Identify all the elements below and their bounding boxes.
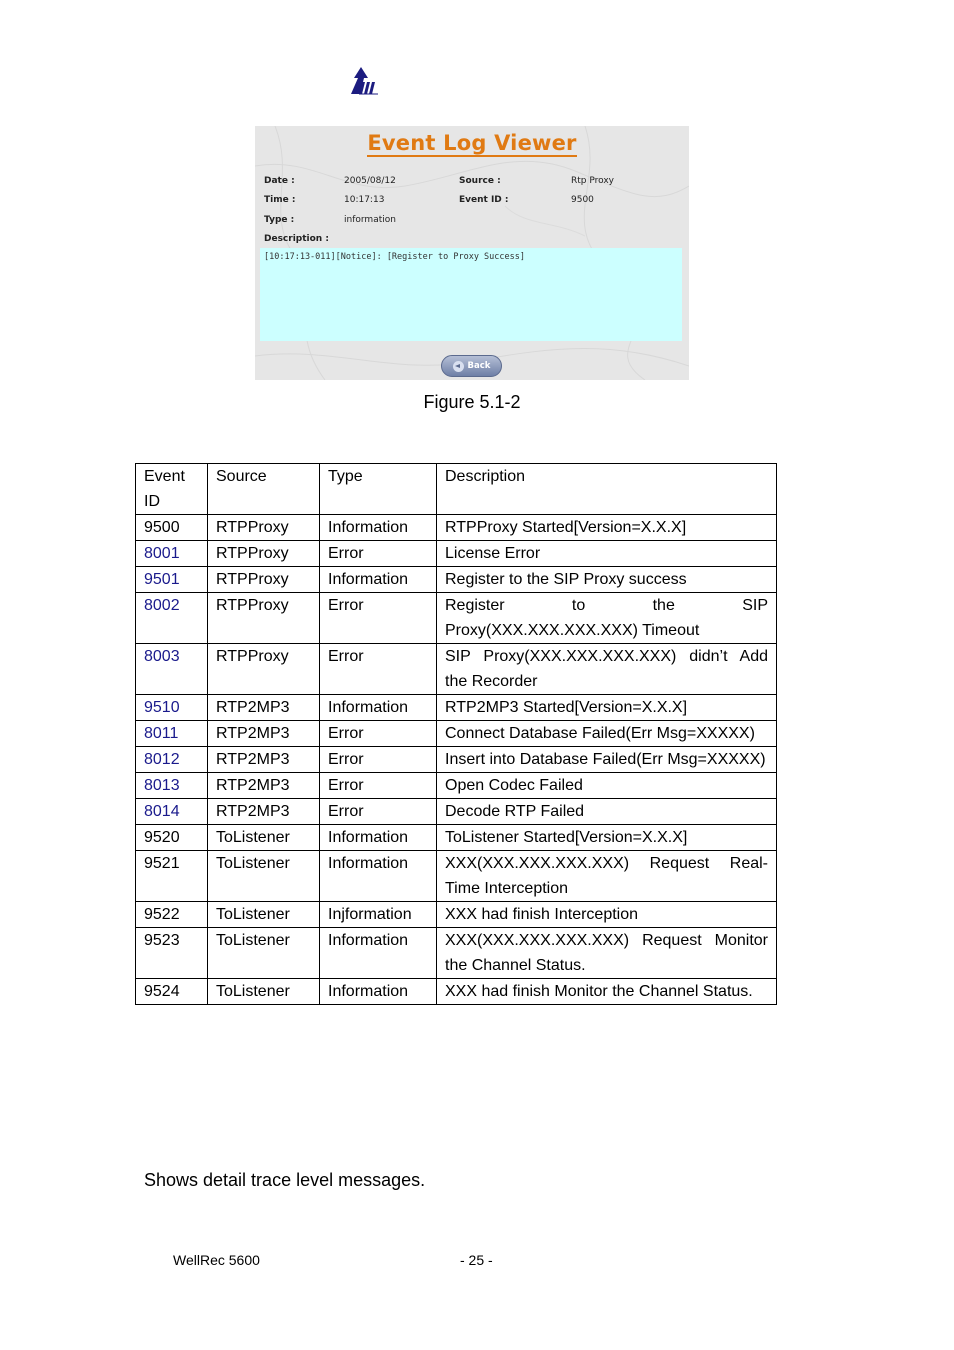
table-row — [136, 851, 777, 902]
source-value: Rtp Proxy — [571, 176, 615, 186]
trace-description: Shows detail trace level messages. — [144, 1170, 426, 1190]
header-event-id: Event ID — [136, 464, 208, 515]
type-cell: Information — [320, 567, 437, 593]
header-description: Description — [437, 464, 777, 515]
type-cell: Error — [320, 799, 437, 825]
company-logo-icon — [348, 66, 380, 96]
source-cell: RTPProxy — [208, 567, 320, 593]
source-cell: RTP2MP3 — [208, 747, 320, 773]
type-cell: Error — [320, 644, 437, 695]
description-label: Description : — [264, 234, 329, 244]
table-row — [136, 799, 777, 825]
description-cell: ToListener Started[Version=X.X.X] — [437, 825, 777, 851]
source-cell: ToListener — [208, 902, 320, 928]
table-row — [136, 773, 777, 799]
source-cell: RTPProxy — [208, 541, 320, 567]
type-cell: Information — [320, 851, 437, 902]
date-label: Date : — [264, 176, 295, 186]
event-id-cell[interactable]: 8002 — [136, 593, 208, 644]
source-cell: ToListener — [208, 825, 320, 851]
source-cell: RTPProxy — [208, 644, 320, 695]
description-cell: XXX(XXX.XXX.XXX.XXX) Request Real-Time Interception — [437, 851, 777, 902]
description-cell: Register to the SIP Proxy(XXX.XXX.XXX.XXX) Timeout — [437, 593, 777, 644]
type-cell: Information — [320, 928, 437, 979]
description-cell: XXX had finish Monitor the Channel Status. — [437, 979, 777, 1005]
type-label: Type : — [264, 215, 295, 225]
table-row — [136, 747, 777, 773]
type-cell: Error — [320, 773, 437, 799]
description-cell: RTP2MP3 Started[Version=X.X.X] — [437, 695, 777, 721]
event-id-cell[interactable]: 8003 — [136, 644, 208, 695]
source-cell: RTP2MP3 — [208, 695, 320, 721]
description-cell: XXX(XXX.XXX.XXX.XXX) Request Monitor the Channel Status. — [437, 928, 777, 979]
back-button-label: Back — [467, 361, 491, 371]
source-cell: RTPProxy — [208, 515, 320, 541]
description-box[interactable]: [10:17:13-011][Notice]: [Register to Proxy Success] — [260, 248, 682, 341]
event-id-value: 9500 — [571, 195, 594, 205]
type-cell: Error — [320, 721, 437, 747]
type-cell: Error — [320, 747, 437, 773]
figure-caption: Figure 5.1-2 — [423, 392, 521, 412]
header-type: Type — [320, 464, 437, 515]
type-cell: Error — [320, 541, 437, 567]
description-cell: RTPProxy Started[Version=X.X.X] — [437, 515, 777, 541]
event-id-cell[interactable]: 9501 — [136, 567, 208, 593]
event-id-cell: 9521 — [136, 851, 208, 902]
event-log-viewer-screenshot — [255, 126, 689, 380]
time-label: Time : — [264, 195, 296, 205]
footer-product: WellRec 5600 — [173, 1252, 260, 1268]
description-cell: SIP Proxy(XXX.XXX.XXX.XXX) didn’t Add the Recorder — [437, 644, 777, 695]
time-value: 10:17:13 — [344, 195, 385, 205]
type-value: information — [344, 215, 396, 225]
event-table — [135, 463, 777, 1005]
table-row — [136, 825, 777, 851]
footer-page-number: - 25 - — [460, 1252, 493, 1268]
back-button[interactable] — [441, 355, 502, 377]
event-id-label: Event ID : — [459, 195, 509, 205]
table-row — [136, 979, 777, 1005]
source-cell: ToListener — [208, 928, 320, 979]
event-id-cell: 9523 — [136, 928, 208, 979]
type-cell: Information — [320, 979, 437, 1005]
date-value: 2005/08/12 — [344, 176, 396, 186]
description-cell: Open Codec Failed — [437, 773, 777, 799]
source-cell: RTP2MP3 — [208, 721, 320, 747]
table-row — [136, 644, 777, 695]
event-id-cell[interactable]: 8014 — [136, 799, 208, 825]
description-cell: Register to the SIP Proxy success — [437, 567, 777, 593]
table-row — [136, 515, 777, 541]
event-id-cell: 9500 — [136, 515, 208, 541]
event-id-cell[interactable]: 9510 — [136, 695, 208, 721]
source-cell: RTP2MP3 — [208, 799, 320, 825]
source-cell: ToListener — [208, 979, 320, 1005]
source-label: Source : — [459, 176, 501, 186]
description-cell: Insert into Database Failed(Err Msg=XXXXX) — [437, 747, 777, 773]
table-row — [136, 695, 777, 721]
table-row — [136, 721, 777, 747]
table-row — [136, 928, 777, 979]
description-cell: License Error — [437, 541, 777, 567]
type-cell: Information — [320, 515, 437, 541]
table-row — [136, 541, 777, 567]
description-cell: Connect Database Failed(Err Msg=XXXXX) — [437, 721, 777, 747]
event-id-cell: 9524 — [136, 979, 208, 1005]
table-row — [136, 902, 777, 928]
header-source: Source — [208, 464, 320, 515]
description-cell: XXX had finish Interception — [437, 902, 777, 928]
table-row — [136, 567, 777, 593]
viewer-title: Event Log Viewer — [367, 131, 577, 155]
event-id-cell[interactable]: 8011 — [136, 721, 208, 747]
source-cell: RTP2MP3 — [208, 773, 320, 799]
type-cell: Injformation — [320, 902, 437, 928]
event-id-cell[interactable]: 8013 — [136, 773, 208, 799]
source-cell: ToListener — [208, 851, 320, 902]
table-row — [136, 593, 777, 644]
back-arrow-icon — [453, 361, 464, 372]
type-cell: Information — [320, 695, 437, 721]
source-cell: RTPProxy — [208, 593, 320, 644]
event-id-cell: 9522 — [136, 902, 208, 928]
type-cell: Error — [320, 593, 437, 644]
type-cell: Information — [320, 825, 437, 851]
event-id-cell[interactable]: 8001 — [136, 541, 208, 567]
description-cell: Decode RTP Failed — [437, 799, 777, 825]
event-id-cell: 9520 — [136, 825, 208, 851]
table-header-row — [136, 464, 777, 515]
event-id-cell[interactable]: 8012 — [136, 747, 208, 773]
